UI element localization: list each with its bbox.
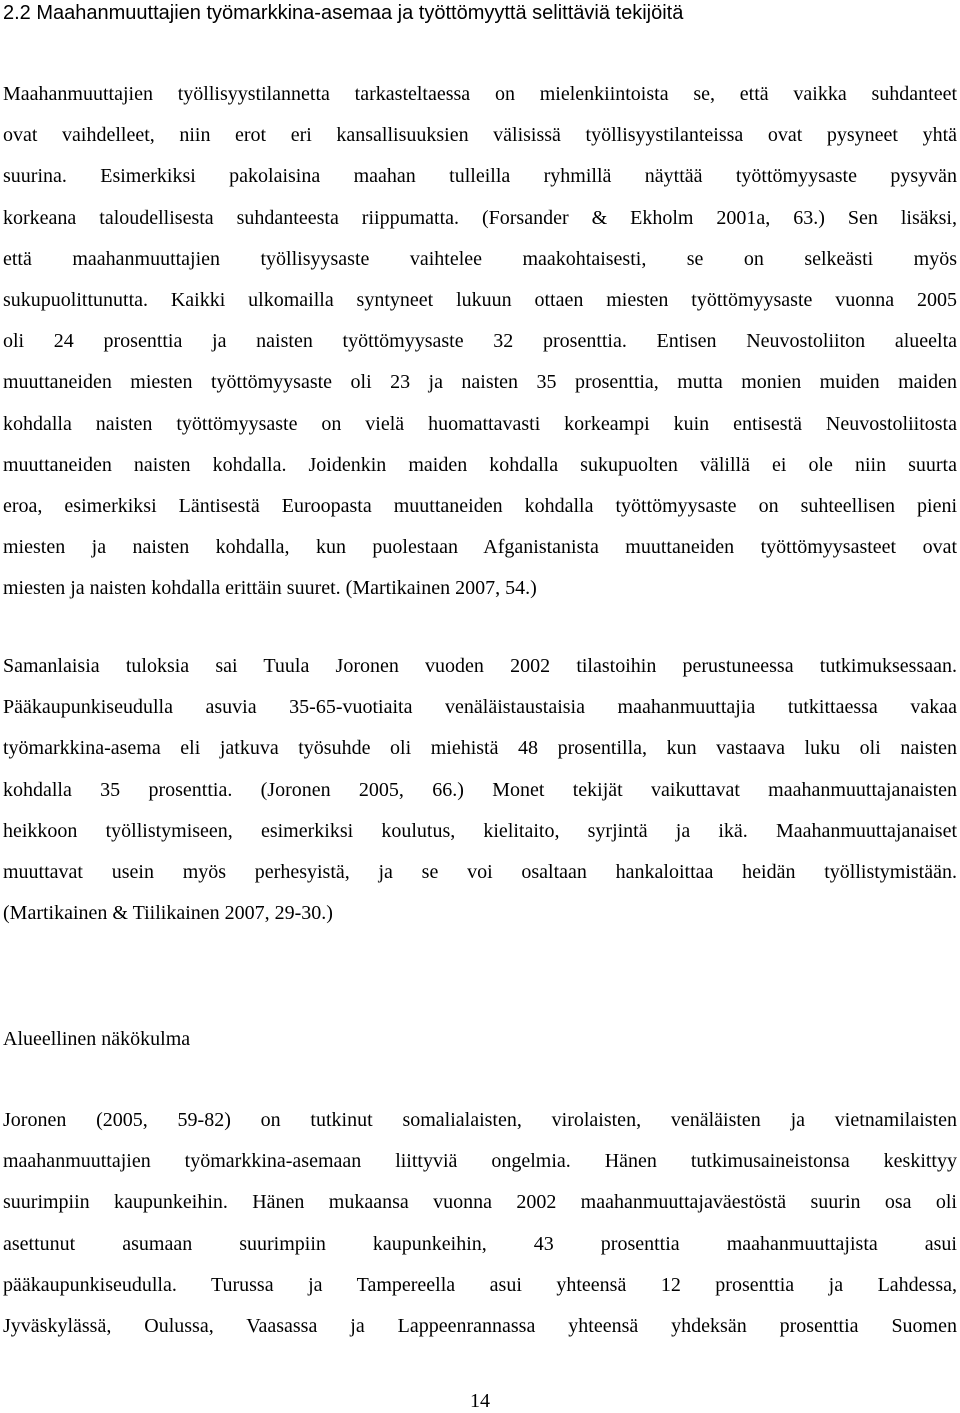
text-line: kohdalla 35 prosenttia. (Joronen 2005, 66.) Monet tekijät vaikuttavat maahanmuuttajanaisten [3, 778, 957, 801]
paragraph-joronen-study [3, 646, 957, 934]
text-line: Joronen (2005, 59-82) on tutkinut somalialaisten, virolaisten, venäläisten ja vietnamilaisten [3, 1109, 957, 1131]
text-line: miesten ja naisten kohdalla erittäin suuret. (Martikainen 2007, 54.) [3, 577, 537, 600]
paragraph-regional [3, 1100, 957, 1347]
text-line: työmarkkina-asema eli jatkuva työsuhde oli miehistä 48 prosentilla, kun vastaava luku oli naisten [3, 737, 957, 760]
text-line: muuttaneiden miesten työttömyysaste oli 23 ja naisten 35 prosenttia, mutta monien muiden maiden [3, 371, 957, 394]
text-line: pääkaupunkiseudulla. Turussa ja Tampereella asui yhteensä 12 prosenttia ja Lahdessa, [3, 1273, 957, 1296]
text-line: eroa, esimerkiksi Läntisestä Euroopasta muuttaneiden kohdalla työttömyysaste on suhteellisen pieni [3, 494, 957, 517]
page-number: 14 [470, 1390, 490, 1412]
text-line: asettunut asumaan suurimpiin kaupunkeihin, 43 prosenttia maahanmuuttajista asui [3, 1232, 957, 1255]
text-line: ovat vaihdelleet, niin erot eri kansallisuuksien välisissä työllisyystilanteissa ovat pysyneet yhtä [3, 124, 957, 147]
text-line: Samanlaisia tuloksia sai Tuula Joronen vuoden 2002 tilastoihin perustuneessa tutkimuksessaan. [3, 655, 957, 677]
text-line: kohdalla naisten työttömyysaste on vielä huomattavasti korkeampi kuin entisestä Neuvostoliitosta [3, 412, 957, 435]
text-line: (Martikainen & Tiilikainen 2007, 29-30.) [3, 902, 333, 925]
section-heading: 2.2 Maahanmuuttajien työmarkkina-asemaa ja työttömyyttä selittäviä tekijöitä [3, 2, 684, 24]
text-line: Jyväskylässä, Oulussa, Vaasassa ja Lappeenrannassa yhteensä yhdeksän prosenttia Suomen [3, 1314, 957, 1337]
text-line: suurina. Esimerkiksi pakolaisina maahan tulleilla ryhmillä näyttää työttömyysaste pysyvän [3, 165, 957, 188]
text-line: muuttaneiden naisten kohdalla. Joidenkin maiden kohdalla sukupuolten välillä ei ole niin suurta [3, 453, 957, 476]
text-line: heikkoon työllistymiseen, esimerkiksi koulutus, kielitaito, syrjintä ja ikä. Maahanmuuttajanaiset [3, 819, 957, 842]
subheading-regional-perspective: Alueellinen näkökulma [3, 1028, 191, 1050]
text-line: miesten ja naisten kohdalla, kun puolestaan Afganistanista muuttaneiden työttömyysasteet ovat [3, 536, 957, 559]
text-line: Maahanmuuttajien työllisyystilannetta tarkasteltaessa on mielenkiintoista se, että vaikka suhdanteet [3, 83, 957, 105]
text-line: Pääkaupunkiseudulla asuvia 35-65-vuotiaita venäläistaustaisia maahanmuuttajia tutkittaessa vakaa [3, 696, 957, 719]
text-line: muuttavat usein myös perhesyistä, ja se voi osaltaan hankaloittaa heidän työllistymistään. [3, 860, 957, 883]
text-line: sukupuolittunutta. Kaikki ulkomailla syntyneet lukuun ottaen miesten työttömyysaste vuonna 2005 [3, 288, 957, 311]
text-line: että maahanmuuttajien työllisyysaste vaihtelee maakohtaisesti, se on selkeästi myös [3, 247, 957, 270]
text-line: suurimpiin kaupunkeihin. Hänen mukaansa vuonna 2002 maahanmuuttajaväestöstä suurin osa oli [3, 1191, 957, 1214]
text-line: maahanmuuttajien työmarkkina-asemaan liittyviä ongelmia. Hänen tutkimusaineistonsa keskittyy [3, 1150, 957, 1173]
paragraph-employment-differences [3, 74, 957, 609]
text-line: oli 24 prosenttia ja naisten työttömyysaste 32 prosenttia. Entisen Neuvostoliiton alueelta [3, 330, 957, 353]
text-line: korkeana taloudellisesta suhdanteesta riippumatta. (Forsander & Ekholm 2001a, 63.) Sen lisäksi, [3, 206, 957, 229]
